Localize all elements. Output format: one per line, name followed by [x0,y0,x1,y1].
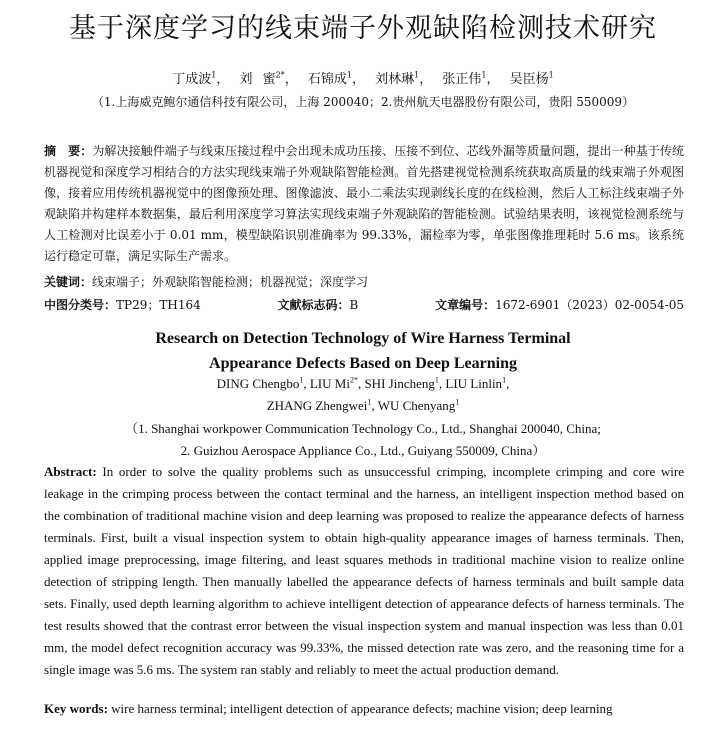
clc-number: 中图分类号：TP29；TH164 [44,298,201,312]
abstract-english [44,461,684,681]
keywords-english [44,701,613,717]
authors-chinese: 丁成波$^1$， 刘 蜜$^{2*}$， 石锦成$^1$， 刘林琳$^1$， 张正伟$^1$， 吴臣杨$^1$ [172,70,554,87]
keywords-label-chinese: 关键词： [44,275,93,289]
keywords-label-english: Key words: [44,701,108,716]
document-code: 文献标志码：B [277,298,359,312]
classification-row [44,296,684,313]
keywords-chinese [44,273,368,290]
affiliations-english: （1. Shanghai workpower Communication Technology Co., Ltd., Shanghai 200040, China; 2. Guizhou Aerospace Appliance Co., Ltd., Guiyang 550009, China） [125,421,601,458]
authors-english: DING Chengbo$^1$, LIU $Mi^{2*}$, SHI Jincheng$^1$, LIU Linlin$^1$, ZHANG Zhengwei$^1$, WU Chenyang$^1$ [216,375,510,413]
abstract-text-english: In order to solve the quality problems such as unsuccessful crimping, incomplete crimping and core wire leakage in the crimping process between the contact terminal and the harness, an intelligent inspection method based on the combination of traditional machine vision and deep learning was proposed to realize the appearance defects of harness terminals. First, built a visual inspection system to obtain high-quality appearance images of harness terminals. Then, applied image preprocessing, image filtering, and least squares methods in traditional machine vision to realize online detection of stripping length. Then manually labelled the appearance defects of harness terminals and built sample data sets. Finally, used depth learning algorithm to achieve intelligent detection of appearance defects of harness terminals. The test results showed that the contrast error between the visual inspection system and manual inspection was less than 0.01 mm, the model defect recognition accuracy was 99.33%, the missed detection rate was zero, and the reasoning time for a single image was 5.6 ms. The system ran stably and reliably to meet the actual production demand. [44,464,685,677]
article-number: 文章编号：1672-6901（2023）02-0054-05 [435,298,684,312]
author-5: 张正伟$^1$ [442,70,487,87]
abstract-text-chinese: 为解决接触件端子与线束压接过程中会出现未成功压接、压接不到位、芯线外漏等质量问题，提出一种基于传统机器视觉和深度学习相结合的方法实现线束端子外观缺陷智能检测。首先搭建视觉检测系统获取高质量的线束端子外观图像，接着应用传统机器视觉中的图像预处理、图像滤波、最小二乘法实现剥线长度的在线检测，然后人工标注线束端子外观缺陷并构建样本数据集，最后利用深度学习算法实现线束端子外观缺陷的智能检测。试验结果表明，该视觉检测系统与人工检测对比误差小于 0.01 mm，模型缺陷识别准确率为 99.33%，漏检率为零，单张图像推理耗时 5.6 ms。该系统运行稳定可靠，满足实际生产需求。 [44,144,684,263]
author-1: 丁成波$^1$ [172,70,217,87]
author-3: 石锦成$^1$ [307,70,352,87]
abstract-label-english: Abstract: [44,464,97,479]
author-2: 刘 蜜$^{2*}$ [239,70,285,87]
title-chinese: 基于深度学习的线束端子外观缺陷检测技术研究 [69,13,657,44]
title-english: Research on Detection Technology of Wire Harness Terminal Appearance Defects Based on Deep Learning [155,330,571,372]
affiliations-chinese: （1.上海威克鲍尔通信科技有限公司，上海 200040；2.贵州航天电器股份有限公司，贵阳 550009） [91,95,635,109]
abstract-chinese [44,141,684,267]
author-4: 刘林琳$^1$ [375,70,420,87]
keywords-text-english: wire harness terminal; intelligent detection of appearance defects; machine vision; deep learning [111,701,613,716]
abstract-label-chinese: 摘 要： [44,144,93,158]
author-6: 吴臣杨$^1$ [509,70,554,87]
keywords-text-chinese: 线束端子；外观缺陷智能检测；机器视觉；深度学习 [92,275,369,289]
